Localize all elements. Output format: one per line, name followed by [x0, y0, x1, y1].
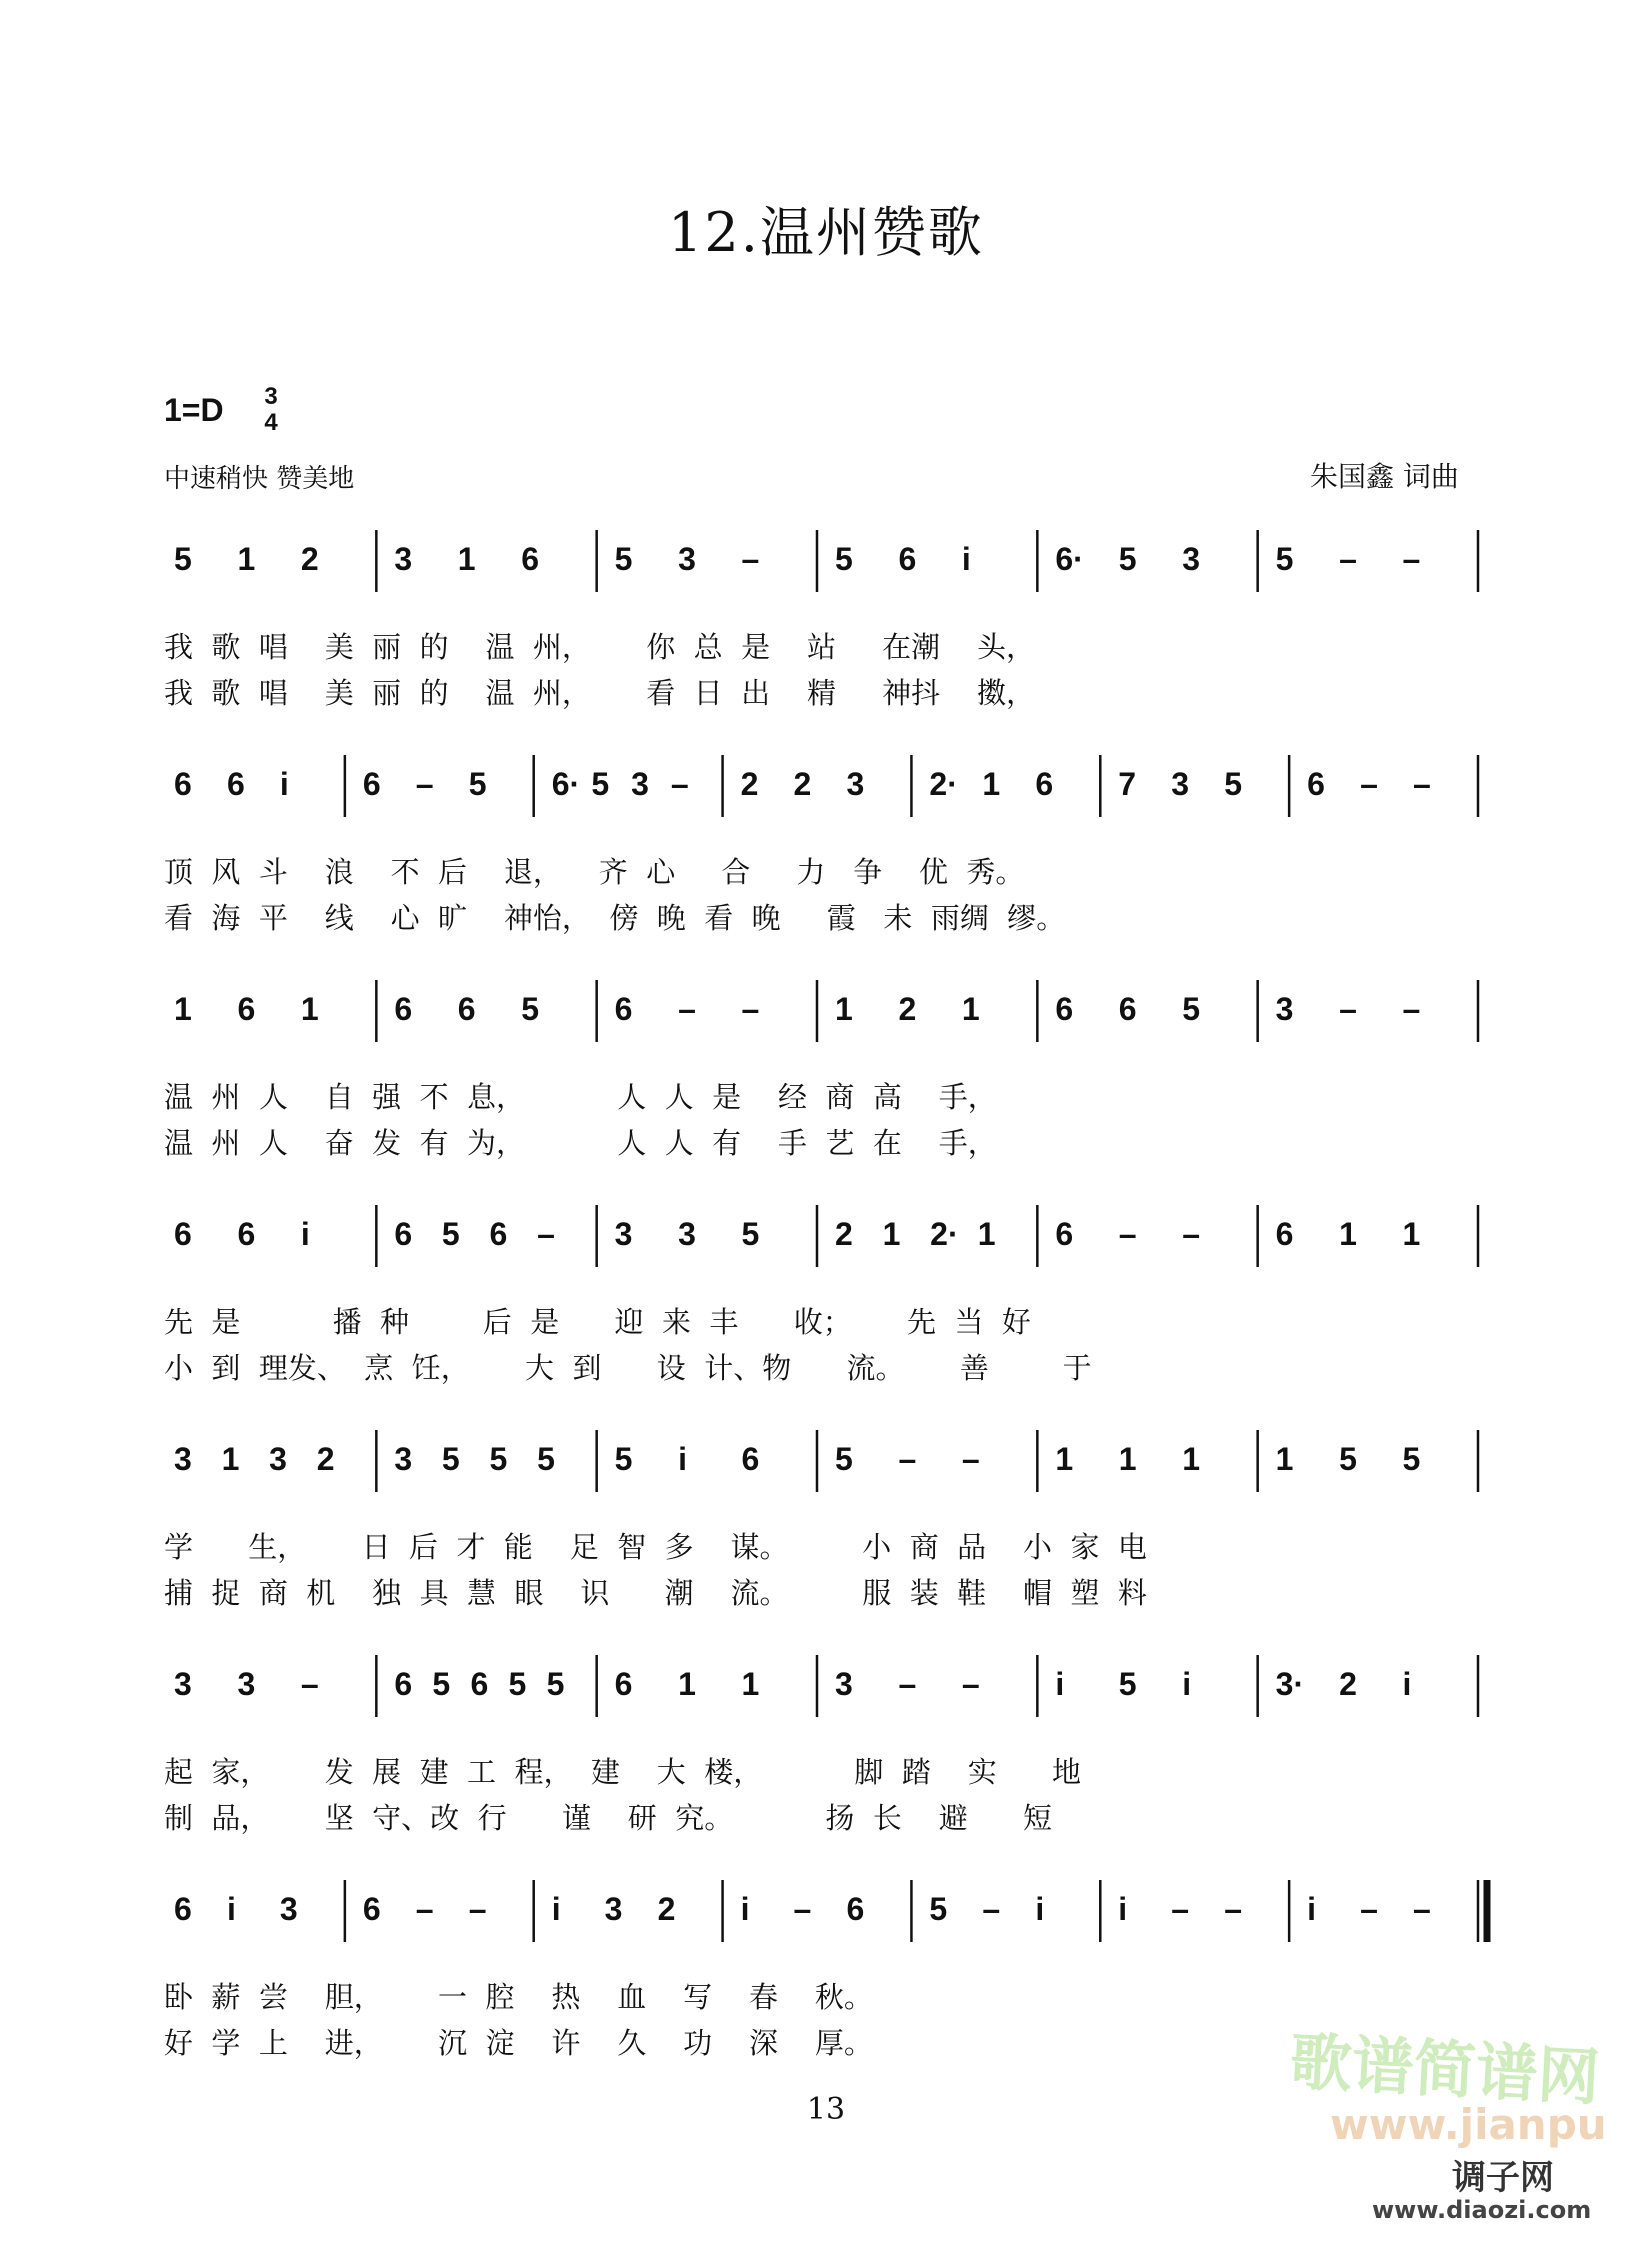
- note: 6: [394, 1666, 413, 1702]
- lyric-line: 学 生， 日 后 才 能 足 智 多 谋。 小 商 品 小 家 电: [164, 1530, 1147, 1564]
- note: 6: [898, 541, 917, 577]
- note: –: [1339, 991, 1357, 1027]
- note: 1: [835, 991, 853, 1027]
- key-signature: 1=D: [164, 392, 224, 428]
- note: 5: [835, 1441, 853, 1477]
- note: 5: [614, 1441, 633, 1477]
- note: –: [1413, 766, 1431, 802]
- note: –: [1402, 541, 1421, 577]
- note: –: [537, 1216, 555, 1252]
- notation-line: [0, 1205, 1652, 1285]
- note: –: [1171, 1891, 1190, 1927]
- note: –: [741, 541, 760, 577]
- note: 3: [631, 766, 649, 802]
- note: 3: [846, 766, 865, 802]
- note: 3: [174, 1441, 192, 1477]
- note: 1: [982, 766, 1001, 802]
- note: 3: [835, 1666, 853, 1702]
- time-signature-top: 3: [264, 383, 278, 410]
- song-title: 12.温州赞歌: [668, 201, 984, 264]
- note: –: [961, 1666, 980, 1702]
- lyric-line: 温 州 人 自 强 不 息， 人 人 是 经 商 高 手，: [164, 1080, 997, 1114]
- note: –: [961, 1441, 980, 1477]
- note: 3: [604, 1891, 623, 1927]
- note: 1: [1275, 1441, 1294, 1477]
- time-signature-bottom: 4: [264, 409, 278, 436]
- note: 6: [174, 1891, 192, 1927]
- note: i: [1307, 1891, 1317, 1927]
- note: i: [740, 1891, 750, 1927]
- note: –: [1413, 1891, 1431, 1927]
- note: 6: [394, 1216, 413, 1252]
- note: 2: [740, 766, 759, 802]
- note: 5: [441, 1441, 460, 1477]
- note: 6: [362, 766, 381, 802]
- note: 5: [929, 1891, 948, 1927]
- note: 6·: [1055, 541, 1084, 577]
- note: 5: [1339, 1441, 1357, 1477]
- note: 3: [678, 541, 696, 577]
- note: 3·: [1275, 1666, 1305, 1702]
- note: 1: [221, 1441, 240, 1477]
- note: 6: [489, 1216, 508, 1252]
- note: 2·: [930, 1216, 959, 1252]
- note: 6: [470, 1666, 489, 1702]
- note: –: [898, 1441, 917, 1477]
- note: 6: [174, 766, 192, 802]
- note: 5: [1118, 1666, 1137, 1702]
- note: 1: [741, 1666, 760, 1702]
- note: 5: [614, 541, 633, 577]
- note: 6: [1055, 991, 1074, 1027]
- lyric-line: 卧 薪 尝 胆， 一 腔 热 血 写 春 秋。: [164, 1980, 873, 2014]
- watermark-url: www.diaozi.com: [1372, 2196, 1592, 2224]
- note: 1: [174, 991, 192, 1027]
- note: 2: [316, 1441, 335, 1477]
- lyric-line: 起 家， 发 展 建 工 程， 建 大 楼， 脚 踏 实 地: [164, 1755, 1082, 1789]
- note: i: [1035, 1891, 1045, 1927]
- note: 6: [741, 1441, 760, 1477]
- note: 3: [279, 1891, 298, 1927]
- notation-line: [0, 1880, 1652, 1960]
- notation-line: [0, 1430, 1652, 1510]
- note: 1: [1055, 1441, 1074, 1477]
- note: 6: [394, 991, 413, 1027]
- note: 5: [591, 766, 610, 802]
- note: 2: [898, 991, 917, 1027]
- note: 5: [468, 766, 487, 802]
- lyric-line: 好 学 上 进， 沉 淀 许 久 功 深 厚。: [164, 2026, 873, 2060]
- note: 2: [835, 1216, 853, 1252]
- note: 5: [546, 1666, 565, 1702]
- note: 3: [174, 1666, 192, 1702]
- page-number: 13: [806, 2092, 846, 2127]
- note: i: [1182, 1666, 1192, 1702]
- note: 6: [614, 1666, 633, 1702]
- note: –: [741, 991, 760, 1027]
- note: –: [300, 1666, 319, 1702]
- note: –: [898, 1666, 917, 1702]
- note: 6·: [551, 766, 581, 802]
- note: 6: [174, 1216, 192, 1252]
- note: 3: [1171, 766, 1190, 802]
- note: 7: [1118, 766, 1137, 802]
- note: i: [1118, 1891, 1128, 1927]
- note: 3: [394, 1441, 413, 1477]
- note: 6: [237, 1216, 256, 1252]
- note: 6: [457, 991, 476, 1027]
- time-signature: [258, 384, 284, 436]
- note: –: [1224, 1891, 1242, 1927]
- note: –: [415, 766, 434, 802]
- watermark-site-cn: 歌谱简谱网: [1288, 2024, 1602, 2115]
- note: 6: [237, 991, 256, 1027]
- note: –: [1360, 1891, 1378, 1927]
- note: 5: [1182, 991, 1201, 1027]
- note: 3: [394, 541, 413, 577]
- note: 2: [300, 541, 319, 577]
- lyric-line: 小 到 理发、 烹 饪， 大 到 设 计、物 流。 善 于: [164, 1351, 1092, 1385]
- lyric-line: 捕 捉 商 机 独 具 慧 眼 识 潮 流。 服 装 鞋 帽 塑 料: [164, 1576, 1147, 1610]
- note: 5: [521, 991, 540, 1027]
- lyric-line: 温 州 人 奋 发 有 为， 人 人 有 手 艺 在 手，: [164, 1126, 997, 1160]
- note: –: [1118, 1216, 1137, 1252]
- note: i: [279, 766, 289, 802]
- note: 1: [457, 541, 476, 577]
- watermark-brand: 调子网: [1452, 2158, 1554, 2198]
- note: i: [551, 1891, 561, 1927]
- note: –: [678, 991, 696, 1027]
- note: 1: [882, 1216, 901, 1252]
- note: 1: [961, 991, 980, 1027]
- note: 5: [537, 1441, 555, 1477]
- note: 6: [362, 1891, 381, 1927]
- note: –: [1339, 541, 1357, 577]
- note: 5: [432, 1666, 451, 1702]
- note: –: [415, 1891, 434, 1927]
- author-credit: 朱国鑫 词曲: [1310, 460, 1459, 493]
- note: i: [1402, 1666, 1412, 1702]
- note: 5: [741, 1216, 760, 1252]
- note: –: [982, 1891, 1001, 1927]
- note: i: [300, 1216, 310, 1252]
- note: 6: [1035, 766, 1054, 802]
- notation-line: [0, 1655, 1652, 1735]
- note: 5: [1118, 541, 1137, 577]
- note: 5: [174, 541, 192, 577]
- note: i: [226, 1891, 236, 1927]
- note: 1: [1339, 1216, 1357, 1252]
- note: –: [468, 1891, 487, 1927]
- note: –: [1402, 991, 1421, 1027]
- lyric-line: 制 品， 坚 守、改 行 谨 研 究。 扬 长 避 短: [164, 1801, 1053, 1835]
- note: 6: [846, 1891, 865, 1927]
- note: 2·: [929, 766, 958, 802]
- note: 3: [614, 1216, 633, 1252]
- notation-line: [0, 980, 1652, 1060]
- note: –: [1182, 1216, 1201, 1252]
- note: 6: [1307, 766, 1325, 802]
- note: 3: [237, 1666, 256, 1702]
- note: 5: [1224, 766, 1242, 802]
- note: 6: [1055, 1216, 1074, 1252]
- note: 1: [1118, 1441, 1137, 1477]
- note: 5: [489, 1441, 508, 1477]
- note: 1: [237, 541, 256, 577]
- note: 3: [1182, 541, 1201, 577]
- note: 6: [226, 766, 245, 802]
- note: 5: [1275, 541, 1294, 577]
- note: 2: [793, 766, 812, 802]
- note: 2: [657, 1891, 676, 1927]
- note: 2: [1339, 1666, 1357, 1702]
- note: i: [678, 1441, 688, 1477]
- note: 5: [1402, 1441, 1421, 1477]
- watermark-site-en: www.jianpu: [1330, 2100, 1607, 2149]
- note: 6: [614, 991, 633, 1027]
- note: 3: [1275, 991, 1294, 1027]
- note: 5: [835, 541, 853, 577]
- lyric-line: 看 海 平 线 心 旷 神怡， 傍 晚 看 晚 霞 未 雨绸 缪。: [164, 901, 1066, 935]
- note: 6: [1118, 991, 1137, 1027]
- note: 1: [1402, 1216, 1421, 1252]
- note: 1: [300, 991, 319, 1027]
- note: –: [1360, 766, 1378, 802]
- notation-line: [0, 755, 1652, 835]
- note: 5: [508, 1666, 527, 1702]
- note: 6: [1275, 1216, 1294, 1252]
- note: –: [793, 1891, 812, 1927]
- note: 1: [1182, 1441, 1201, 1477]
- note: 3: [269, 1441, 287, 1477]
- lyric-line: 先 是 播 种 后 是 迎 来 丰 收； 先 当 好: [164, 1305, 1031, 1339]
- lyric-line: 顶 风 斗 浪 不 后 退， 齐 心 合 力 争 优 秀。: [164, 855, 1025, 889]
- note: 3: [678, 1216, 696, 1252]
- note: 1: [678, 1666, 696, 1702]
- note: 1: [977, 1216, 996, 1252]
- notation-line: [0, 530, 1652, 610]
- note: i: [961, 541, 971, 577]
- lyric-line: 我 歌 唱 美 丽 的 温 州， 看 日 出 精 神抖 擞，: [164, 676, 1035, 710]
- note: i: [1055, 1666, 1065, 1702]
- lyric-line: 我 歌 唱 美 丽 的 温 州， 你 总 是 站 在潮 头，: [164, 630, 1035, 664]
- note: 5: [441, 1216, 460, 1252]
- note: 6: [521, 541, 540, 577]
- tempo-marking: 中速稍快 赞美地: [164, 464, 355, 494]
- note: –: [670, 766, 689, 802]
